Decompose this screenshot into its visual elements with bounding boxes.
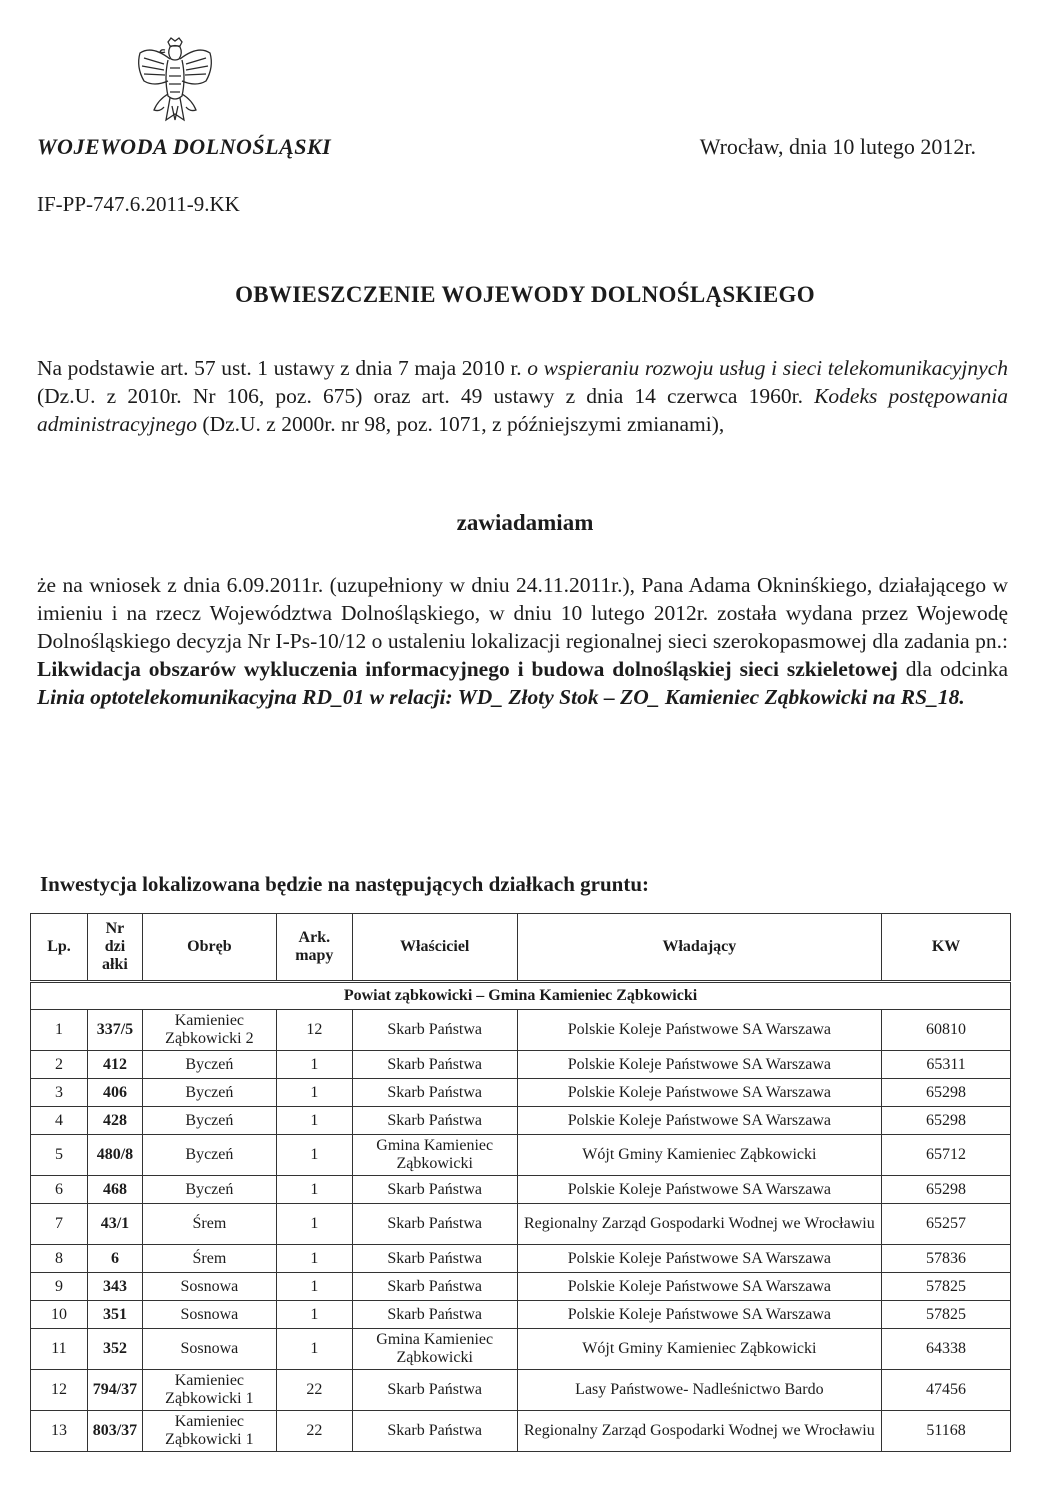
cell-wladajacy: Regionalny Zarząd Gospodarki Wodnej we Wrocławiu (517, 1411, 881, 1452)
cell-obreb: Śrem (142, 1204, 276, 1245)
cell-obreb: Byczeń (142, 1107, 276, 1135)
cell-wladajacy: Polskie Koleje Państwowe SA Warszawa (517, 1301, 881, 1329)
cell-nr: 468 (87, 1176, 142, 1204)
legal-basis-text-1: Na podstawie art. 57 ust. 1 ustawy z dnia 7 maja 2010 r. (37, 356, 528, 380)
cell-kw: 65298 (882, 1079, 1011, 1107)
cell-obreb: Kamieniec Ząbkowicki 2 (142, 1010, 276, 1051)
table-row (31, 1176, 1011, 1204)
table-row (31, 1370, 1011, 1411)
section-row (31, 982, 1011, 1010)
cell-ark: 1 (276, 1107, 352, 1135)
cell-nr: 480/8 (87, 1135, 142, 1176)
cell-ark: 1 (276, 1135, 352, 1176)
cell-wlasciciel: Skarb Państwa (352, 1273, 517, 1301)
cell-obreb: Kamieniec Ząbkowicki 1 (142, 1411, 276, 1452)
cell-lp: 4 (31, 1107, 88, 1135)
cell-kw: 65298 (882, 1107, 1011, 1135)
section-name: Linia optotelekomunikacyjna RD_01 w relacji: WD_ Złoty Stok – ZO_ Kamieniec Ząbkowicki na RS_18. (37, 685, 965, 709)
cell-kw: 57825 (882, 1301, 1011, 1329)
cell-wlasciciel: Gmina Kamieniec Ząbkowicki (352, 1329, 517, 1370)
cell-wladajacy: Polskie Koleje Państwowe SA Warszawa (517, 1245, 881, 1273)
header-nr-line3: ałki (102, 956, 128, 973)
header-obreb: Obręb (142, 914, 276, 982)
cell-obreb: Sosnowa (142, 1273, 276, 1301)
cell-kw: 51168 (882, 1411, 1011, 1452)
cell-lp: 1 (31, 1010, 88, 1051)
header-nr-line2: dzi (104, 938, 126, 955)
legal-basis-paragraph (37, 354, 1008, 438)
cell-obreb: Śrem (142, 1245, 276, 1273)
cell-ark: 22 (276, 1370, 352, 1411)
cell-obreb: Sosnowa (142, 1329, 276, 1370)
cell-wlasciciel: Skarb Państwa (352, 1010, 517, 1051)
cell-nr: 794/37 (87, 1370, 142, 1411)
cell-wladajacy: Polskie Koleje Państwowe SA Warszawa (517, 1051, 881, 1079)
decision-paragraph (37, 571, 1008, 711)
cell-wlasciciel: Skarb Państwa (352, 1301, 517, 1329)
cell-ark: 1 (276, 1273, 352, 1301)
decision-text-1: że na wniosek z dnia 6.09.2011r. (uzupełniony w dniu 24.11.2011r.), Pana Adama Okninśkiego, działającego w imieniu i na rzecz Województwa Dolnośląskiego, w dniu 10 lutego 2012r. została wydana przez Wojewodę Dolnośląskiego decyzja Nr I-Ps-10/12 o ustaleniu lokalizacji regionalnej sieci szerokopasmowej dla zadania pn.: (37, 573, 1008, 653)
legal-basis-text-3: (Dz.U. z 2000r. nr 98, poz. 1071, z późniejszymi zmianami), (197, 412, 725, 436)
decision-text-2: dla odcinka (897, 657, 1009, 681)
cell-wlasciciel: Skarb Państwa (352, 1051, 517, 1079)
place-and-date: Wrocław, dnia 10 lutego 2012r. (699, 134, 976, 159)
cell-lp: 6 (31, 1176, 88, 1204)
act-title-telecom: o wspieraniu rozwoju usług i sieci telekomunikacyjnych (527, 356, 1008, 380)
cell-wladajacy: Polskie Koleje Państwowe SA Warszawa (517, 1273, 881, 1301)
cell-wladajacy: Polskie Koleje Państwowe SA Warszawa (517, 1010, 881, 1051)
cell-lp: 2 (31, 1051, 88, 1079)
cell-obreb: Sosnowa (142, 1301, 276, 1329)
cell-ark: 22 (276, 1411, 352, 1452)
cell-lp: 5 (31, 1135, 88, 1176)
table-caption: Inwestycja lokalizowana będzie na następujących działkach gruntu: (40, 872, 650, 896)
cell-ark: 1 (276, 1176, 352, 1204)
header-ark (276, 914, 352, 982)
cell-nr: 6 (87, 1245, 142, 1273)
header-kw: KW (882, 914, 1011, 982)
cell-nr: 412 (87, 1051, 142, 1079)
header-lp: Lp. (31, 914, 88, 982)
cell-wladajacy: Wójt Gminy Kamieniec Ząbkowicki (517, 1135, 881, 1176)
cell-obreb: Byczeń (142, 1079, 276, 1107)
cell-nr: 351 (87, 1301, 142, 1329)
cell-wladajacy: Regionalny Zarząd Gospodarki Wodnej we Wrocławiu (517, 1204, 881, 1245)
cell-lp: 13 (31, 1411, 88, 1452)
table-row (31, 1107, 1011, 1135)
cell-ark: 1 (276, 1079, 352, 1107)
cell-ark: 1 (276, 1329, 352, 1370)
header-wladajacy: Władający (517, 914, 881, 982)
table-row (31, 1204, 1011, 1245)
cell-wladajacy: Polskie Koleje Państwowe SA Warszawa (517, 1176, 881, 1204)
cell-wladajacy: Polskie Koleje Państwowe SA Warszawa (517, 1107, 881, 1135)
parcels-table (30, 913, 1011, 1452)
cell-kw: 47456 (882, 1370, 1011, 1411)
cell-obreb: Byczeń (142, 1051, 276, 1079)
cell-wlasciciel: Skarb Państwa (352, 1245, 517, 1273)
cell-lp: 12 (31, 1370, 88, 1411)
notify-heading: zawiadamiam (456, 510, 594, 535)
table-row (31, 1411, 1011, 1452)
authority-name: WOJEWODA DOLNOŚLĄSKI (37, 134, 332, 159)
cell-kw: 65712 (882, 1135, 1011, 1176)
table-row (31, 1301, 1011, 1329)
table-row (31, 1051, 1011, 1079)
cell-wlasciciel: Skarb Państwa (352, 1176, 517, 1204)
cell-obreb: Byczeń (142, 1135, 276, 1176)
cell-nr: 406 (87, 1079, 142, 1107)
cell-lp: 9 (31, 1273, 88, 1301)
reference-number: IF-PP-747.6.2011-9.KK (37, 192, 240, 216)
eagle-emblem-icon (132, 36, 218, 130)
cell-ark: 1 (276, 1051, 352, 1079)
cell-wlasciciel: Skarb Państwa (352, 1370, 517, 1411)
cell-wlasciciel: Skarb Państwa (352, 1204, 517, 1245)
cell-kw: 64338 (882, 1329, 1011, 1370)
cell-wladajacy: Wójt Gminy Kamieniec Ząbkowicki (517, 1329, 881, 1370)
cell-kw: 60810 (882, 1010, 1011, 1051)
header-ark-line1: Ark. (298, 929, 331, 946)
cell-ark: 1 (276, 1245, 352, 1273)
cell-kw: 65257 (882, 1204, 1011, 1245)
table-header-row (31, 914, 1011, 982)
cell-ark: 12 (276, 1010, 352, 1051)
cell-nr: 43/1 (87, 1204, 142, 1245)
table-row (31, 1010, 1011, 1051)
cell-kw: 57836 (882, 1245, 1011, 1273)
section-label: Powiat ząbkowicki – Gmina Kamieniec Ząbkowicki (31, 982, 1011, 1010)
project-name: Likwidacja obszarów wykluczenia informacyjnego i budowa dolnośląskiej sieci szkieletowej (37, 657, 898, 681)
cell-lp: 8 (31, 1245, 88, 1273)
header-nr (87, 914, 142, 982)
cell-lp: 10 (31, 1301, 88, 1329)
act-title-kpa: Kodeks postępowania administracyjnego (37, 384, 1008, 436)
legal-basis-text-2: (Dz.U. z 2010r. Nr 106, poz. 675) oraz art. 49 ustawy z dnia 14 czerwca 1960r. (37, 384, 815, 408)
table-row (31, 1273, 1011, 1301)
cell-nr: 337/5 (87, 1010, 142, 1051)
cell-lp: 3 (31, 1079, 88, 1107)
cell-ark: 1 (276, 1301, 352, 1329)
cell-wlasciciel: Skarb Państwa (352, 1411, 517, 1452)
header-ark-line2: mapy (295, 947, 334, 964)
cell-wlasciciel: Skarb Państwa (352, 1079, 517, 1107)
cell-obreb: Byczeń (142, 1176, 276, 1204)
cell-obreb: Kamieniec Ząbkowicki 1 (142, 1370, 276, 1411)
cell-nr: 352 (87, 1329, 142, 1370)
cell-kw: 65311 (882, 1051, 1011, 1079)
table-row (31, 1245, 1011, 1273)
cell-lp: 11 (31, 1329, 88, 1370)
cell-ark: 1 (276, 1204, 352, 1245)
cell-kw: 57825 (882, 1273, 1011, 1301)
cell-wlasciciel: Gmina Kamieniec Ząbkowicki (352, 1135, 517, 1176)
table-row (31, 1079, 1011, 1107)
cell-nr: 343 (87, 1273, 142, 1301)
cell-lp: 7 (31, 1204, 88, 1245)
cell-kw: 65298 (882, 1176, 1011, 1204)
cell-wladajacy: Lasy Państwowe- Nadleśnictwo Bardo (517, 1370, 881, 1411)
cell-nr: 803/37 (87, 1411, 142, 1452)
header-nr-line1: Nr (105, 920, 125, 937)
table-row (31, 1329, 1011, 1370)
table-row (31, 1135, 1011, 1176)
cell-wlasciciel: Skarb Państwa (352, 1107, 517, 1135)
cell-nr: 428 (87, 1107, 142, 1135)
cell-wladajacy: Polskie Koleje Państwowe SA Warszawa (517, 1079, 881, 1107)
header-wlasciciel: Właściciel (352, 914, 517, 982)
document-title: OBWIESZCZENIE WOJEWODY DOLNOŚLĄSKIEGO (235, 282, 815, 307)
